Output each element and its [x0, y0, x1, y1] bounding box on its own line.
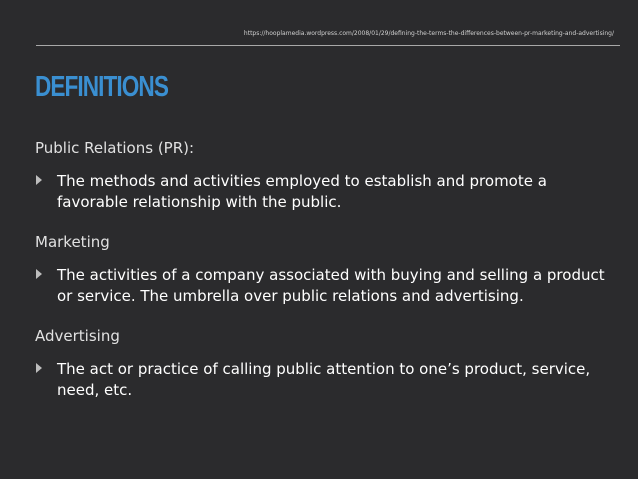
- bullet-arrow-icon: [36, 363, 42, 373]
- bullet-arrow-icon: [36, 175, 42, 185]
- definition-advertising: [35, 326, 620, 401]
- definition-heading-pr: Public Relations (PR):: [35, 139, 195, 157]
- definition-text-pr: The methods and activities employed to establish and promote a favorable relationship with the public.: [57, 172, 547, 211]
- definition-pr: [35, 138, 620, 213]
- definition-heading-marketing: Marketing: [35, 233, 110, 251]
- definition-text-advertising: The act or practice of calling public attention to one’s product, service, need, etc.: [57, 360, 591, 399]
- definition-heading-advertising: Advertising: [35, 327, 120, 345]
- bullet-arrow-icon: [36, 269, 42, 279]
- definitions-list: [35, 138, 620, 420]
- definition-text-marketing: The activities of a company associated with buying and selling a product or service. The umbrella over public relations and advertising.: [57, 266, 605, 305]
- definition-bullet-pr: [35, 171, 620, 213]
- definition-marketing: [35, 232, 620, 307]
- source-url[interactable]: https://hooplamedia.wordpress.com/2008/01/29/defining-the-terms-the-differences-between-pr-marketing-and-advertising/: [243, 30, 614, 37]
- definition-bullet-advertising: [35, 359, 620, 401]
- definition-bullet-marketing: [35, 265, 620, 307]
- header-divider: [36, 45, 620, 46]
- slide-title: DEFINITIONS: [35, 71, 168, 103]
